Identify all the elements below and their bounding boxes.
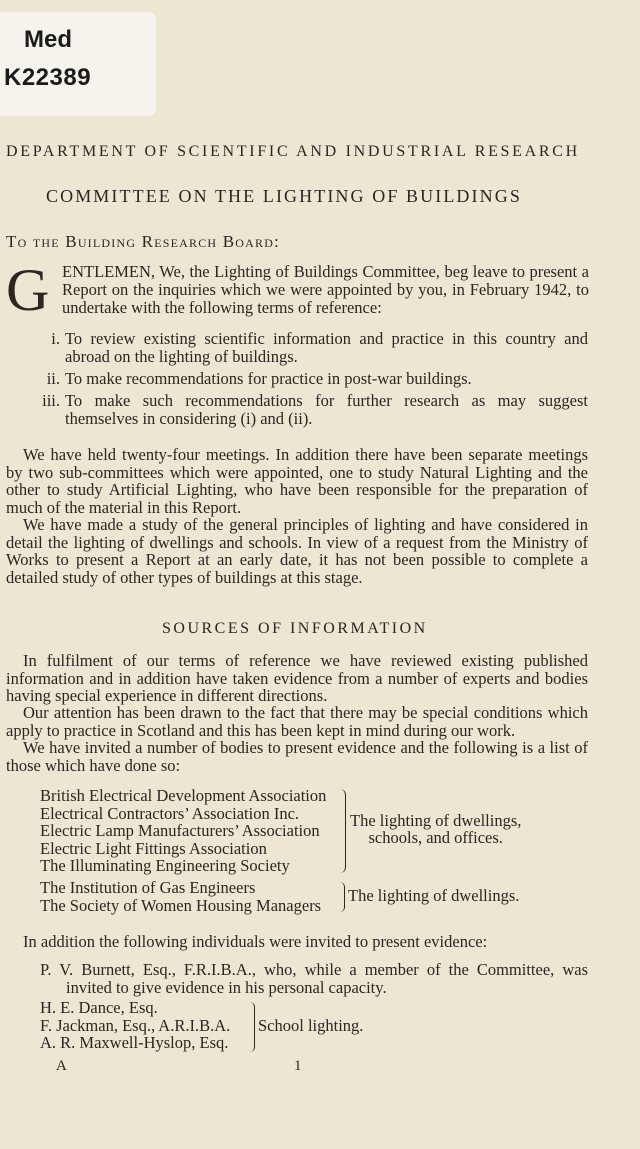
brace-group-3 (250, 1002, 255, 1052)
committee-heading: COMMITTEE ON THE LIGHTING OF BUILDINGS (46, 186, 522, 206)
bodies-list-group-2 (40, 879, 321, 914)
list-item-text: To make recommendations for practice in post-war buildings. (65, 369, 472, 388)
drop-cap: G (6, 257, 50, 323)
department-heading: DEPARTMENT OF SCIENTIFIC AND INDUSTRIAL RESEARCH (6, 143, 580, 160)
address-line: To the Building Research Board: (6, 232, 280, 251)
terms-of-reference (24, 330, 588, 432)
intro-text: ENTLEMEN, We, the Lighting of Buildings Committee, beg leave to present a Report on the inquiries which we were appointed by you, in February 1942, to undertake with the following terms of reference: (62, 262, 589, 317)
list-item-number: ii. (46, 369, 60, 388)
list-item-number: iii. (42, 391, 60, 410)
brace-group-1 (340, 789, 346, 873)
catalog-label (0, 12, 156, 116)
individuals-intro: In addition the following individuals were invited to present evidence: (23, 932, 488, 951)
list-item (24, 330, 588, 366)
bodies-group-1-subject (350, 812, 521, 846)
sources-paragraph-3: We have invited a number of bodies to present evidence and the following is a list of those which have done so: (6, 738, 588, 775)
list-item-text: To make such recommendations for further research as may suggest themselves in considering (i) and (ii). (65, 391, 588, 428)
list-item: Electrical Contractors’ Association Inc. (40, 803, 300, 823)
page-number: 1 (294, 1058, 302, 1074)
brace-group-2 (340, 882, 345, 912)
sources-paragraph-1: In fulfilment of our terms of reference we have reviewed existing published information and in addition have taken evidence from a number of experts and bodies having special experience in different directions. (6, 651, 588, 705)
list-item-number: i. (51, 329, 60, 348)
list-item (24, 370, 588, 388)
individuals-group-subject: School lighting. (258, 1016, 364, 1035)
list-item: British Electrical Development Association (40, 786, 327, 805)
list-item-text: To review existing scientific information and practice in this country and abroad on the lighting of buildings. (65, 329, 588, 366)
study-paragraph: We have made a study of the general principles of lighting and have considered in detail the lighting of dwellings and schools. In view of a request from the Ministry of Works to present a Report at an early date, it has not been possible to complete a detailed study of other types of buildings at this stage. (6, 515, 588, 587)
list-item: The Society of Women Housing Managers (40, 895, 322, 915)
subject-line-2: schools, and offices. (368, 828, 503, 847)
catalog-label-line2: K22389 (4, 64, 92, 91)
sources-paragraph-2: Our attention has been drawn to the fact that there may be special conditions which apply to practice in Scotland and this has been kept in mind during our work. (6, 703, 588, 740)
list-item: The Illuminating Engineering Society (40, 856, 290, 875)
list-item: F. Jackman, Esq., A.R.I.B.A. (40, 1015, 231, 1035)
list-item: A. R. Maxwell-Hyslop, Esq. (40, 1033, 229, 1052)
list-item: H. E. Dance, Esq. (40, 998, 158, 1017)
list-item (24, 392, 588, 428)
list-item: P. V. Burnett, Esq., F.R.I.B.A., who, while a member of the Committee, was invited to give evidence in his personal capacity. (40, 960, 588, 997)
bodies-list-group-1 (40, 787, 326, 875)
list-item: The Institution of Gas Engineers (40, 878, 256, 897)
list-item: Electric Lamp Manufacturers’ Association (40, 821, 320, 840)
individuals-group (40, 999, 230, 1052)
individuals-list (40, 961, 588, 996)
section-heading: SOURCES OF INFORMATION (162, 620, 428, 637)
signature-mark: A (56, 1058, 67, 1074)
catalog-label-line1: Med (24, 26, 72, 53)
bodies-group-2-subject: The lighting of dwellings. (348, 886, 520, 905)
subject-line-1: The lighting of dwellings, (350, 811, 522, 830)
list-item: Electric Light Fittings Association (40, 838, 267, 858)
meetings-paragraph: We have held twenty-four meetings. In addition there have been separate meetings by two sub-committees which were appointed, one to study Natural Lighting and the other to study Artificial Lighting, who have been responsible for the preparation of much of the material in this Report. (6, 445, 588, 517)
